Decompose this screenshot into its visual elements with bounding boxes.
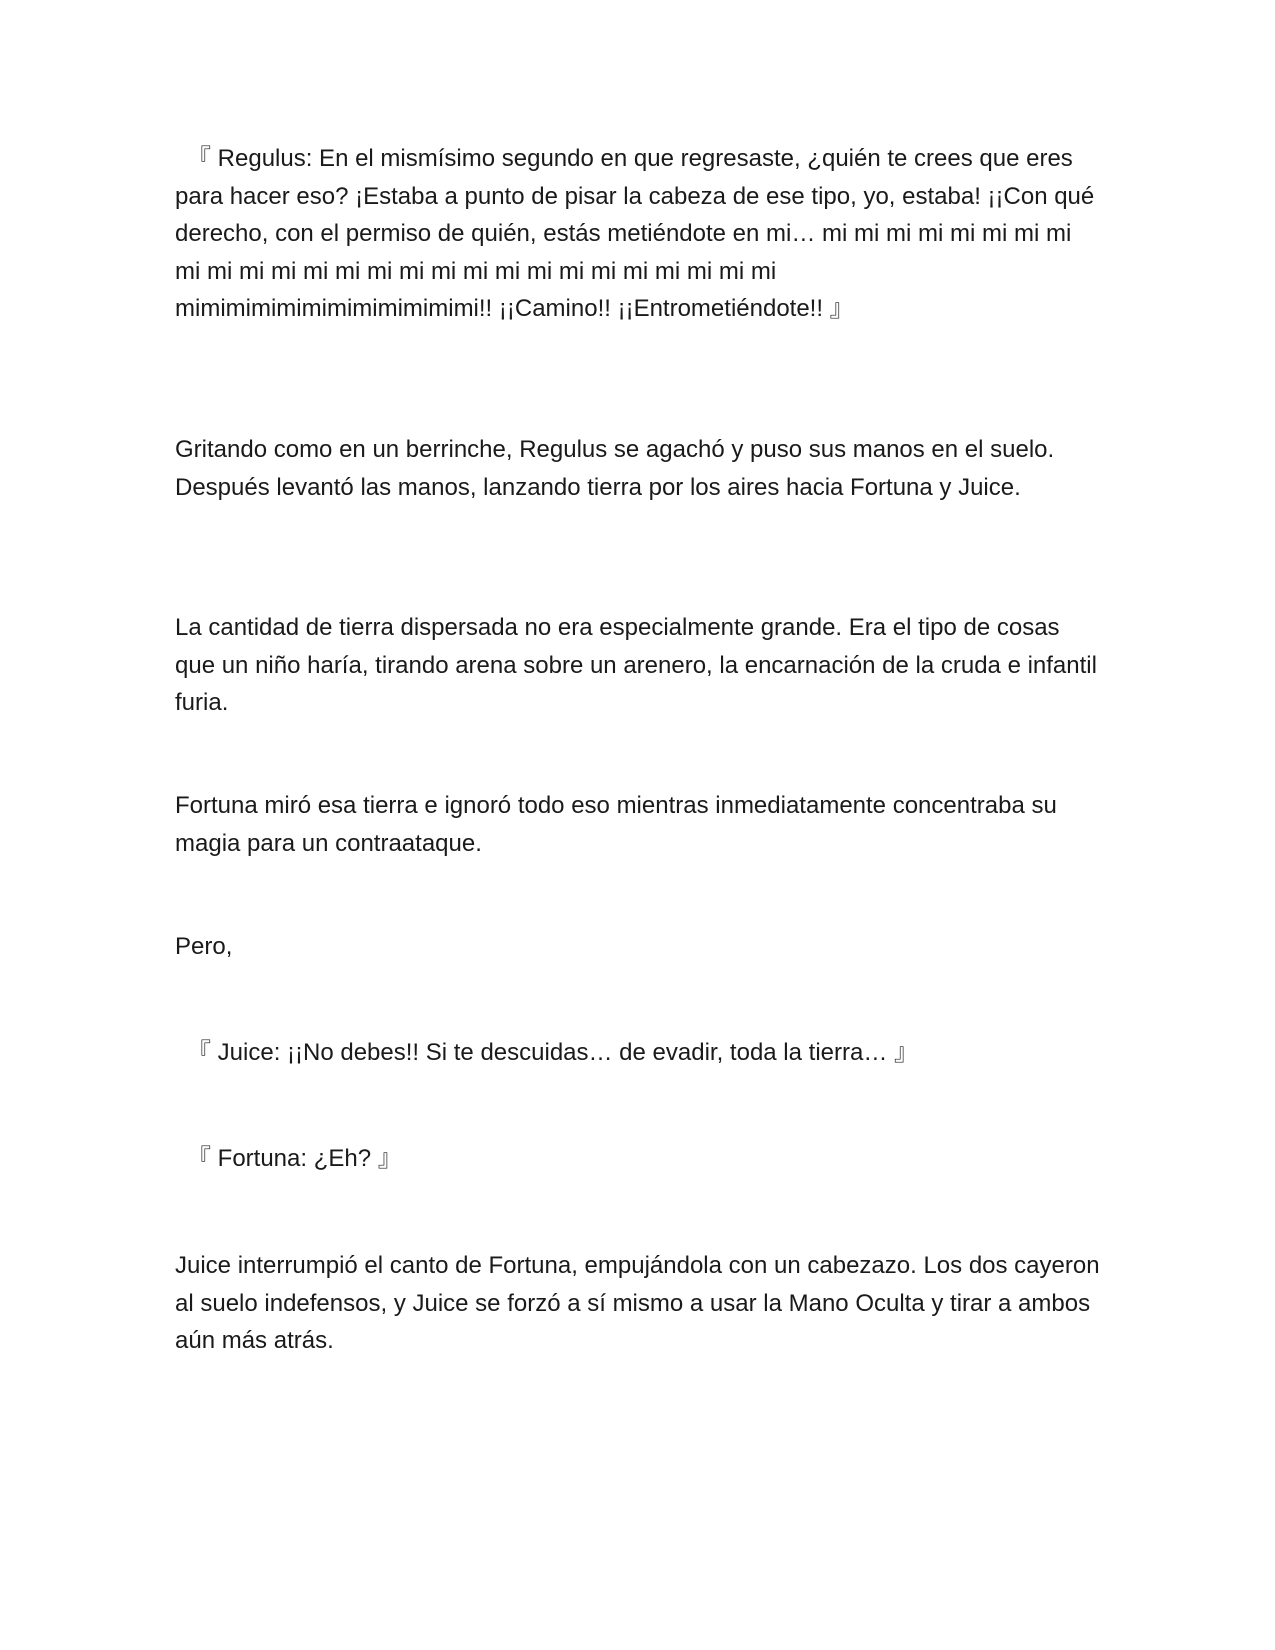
paragraph-narration-4: Juice interrumpió el canto de Fortuna, empujándola con un cabezazo. Los dos cayeron al suelo indefensos, y Juice se forzó a sí mismo a usar la Mano Oculta y tirar a ambos aún más atrás. xyxy=(175,1252,1100,1354)
paragraph-regulus-dialog: 『 Regulus: En el mismísimo segundo en que regresaste, ¿quién te crees que eres para hacer eso? ¡Estaba a punto de pisar la cabeza de ese tipo, yo, estaba! ¡¡Con qué derecho, con el permiso de quién, estás metiéndote en mi… mi mi mi mi mi mi mi mi mi mi mi mi mi mi mi mi mi mi mi mi mi mi mi mi mi mi mi mimimimimimimimimimimimi!! ¡¡Camino!! ¡¡Entrometiéndote!! 』 xyxy=(175,145,1095,322)
paragraph-pero: Pero, xyxy=(175,933,233,960)
paragraph-narration-2: La cantidad de tierra dispersada no era especialmente grande. Era el tipo de cosas que un niño haría, tirando arena sobre un arenero, la encarnación de la cruda e infantil furia. xyxy=(175,614,1097,716)
paragraph-narration-3: Fortuna miró esa tierra e ignoró todo eso mientras inmediatamente concentraba su magia para un contraataque. xyxy=(175,792,1057,857)
paragraph-narration-1: Gritando como en un berrinche, Regulus se agachó y puso sus manos en el suelo. Después levantó las manos, lanzando tierra por los aires hacia Fortuna y Juice. xyxy=(175,436,1055,501)
paragraph-fortuna-dialog: 『 Fortuna: ¿Eh? 』 xyxy=(175,1145,402,1172)
paragraph-juice-dialog: 『 Juice: ¡¡No debes!! Si te descuidas… de evadir, toda la tierra… 』 xyxy=(175,1039,919,1066)
